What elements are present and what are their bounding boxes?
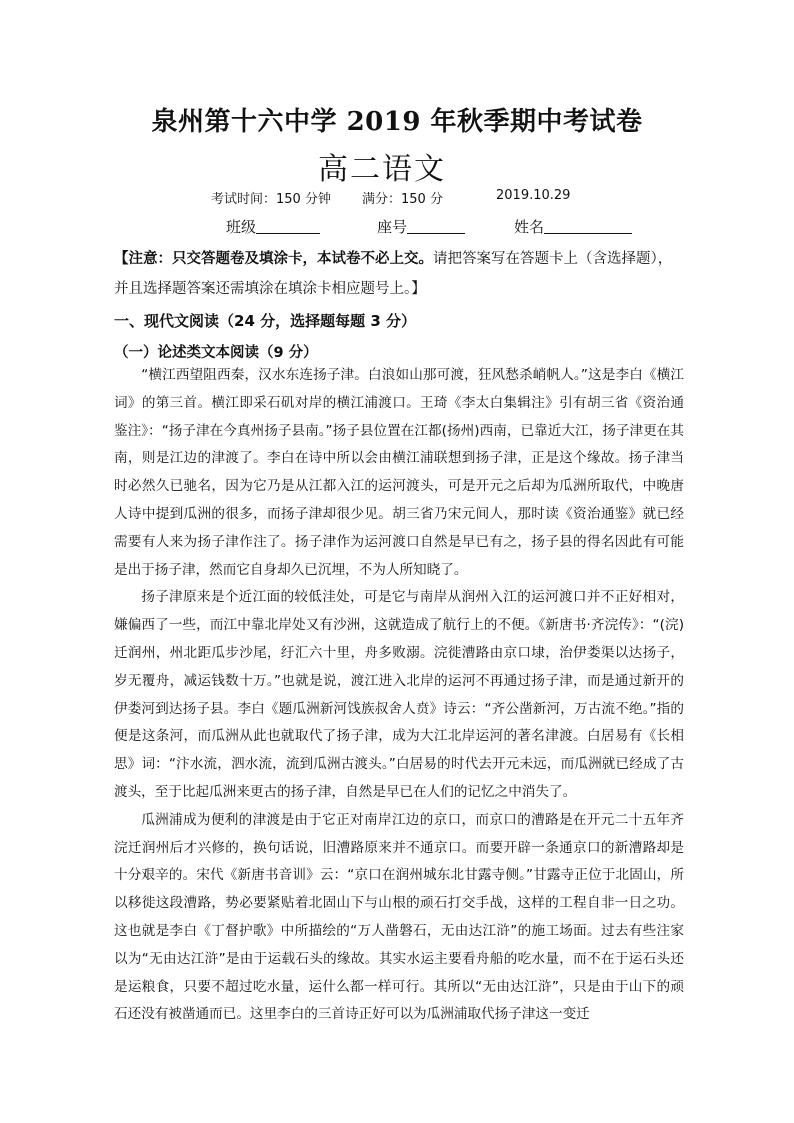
name-label: 姓名 [514, 218, 545, 236]
notice-closing: 】 [411, 281, 426, 297]
section-heading: 一、现代文阅读（24 分，选择题每题 3 分） [114, 312, 416, 330]
exam-title: 泉州第十六中学 2019 年秋季期中考试卷 [151, 107, 643, 137]
full-score: 满分：150 分 [362, 192, 443, 207]
passage-paragraph-3: 瓜洲浦成为便利的津渡是由于它正对南岸江边的京口，而京口的漕路是在开元二十五年齐浣迁润州后才兴修的，换句话说，旧漕路原来并不通京口。而要开辟一条通京口的新漕路却是十分艰辛的。宋代《新唐书音训》云：“京口在润州城东北甘露寺侧。”甘露寺正位于北固山，所以移徙这段漕路，势必要紧贴着北固山下与山根的顽石打交手战，这样的工程自非一日之功。这也就是李白《丁督护歌》中所描绘的“万人凿磐石，无由达江浒”的施工场面。过去有些注家以为“无由达江浒”是由于运载石头的缘故。其实水运主要看舟船的吃水量，而不在于运石头还是运粮食，只要不超过吃水量，运什么都一样可行。其所以“无由达江浒”，只是由于山下的顽石还没有被凿通而已。这里李白的三首诗正好可以为瓜洲浦取代扬子津这一变迁 [114, 811, 684, 1023]
reading-passage [114, 362, 684, 1029]
name-blank[interactable] [544, 219, 632, 234]
name-field [514, 216, 632, 237]
seat-field [377, 216, 465, 237]
class-label: 班级 [226, 218, 257, 236]
exam-time: 考试时间：150 分钟 [211, 192, 331, 207]
exam-subject: 高二语文 [318, 152, 446, 187]
exam-notice [114, 244, 684, 304]
class-field [226, 216, 320, 237]
passage-paragraph-1: “横江西望阻西秦，汉水东连扬子津。白浪如山那可渡，狂风愁杀峭帆人。”这是李白《横江词》的第三首。横江即采石矶对岸的横江浦渡口。王琦《李太白集辑注》引有胡三省《资治通鉴注》：“扬子津在今真州扬子县南。”扬子县位置在江都(扬州)西南，已靠近大江，扬子津更在其南，则是江边的津渡了。李白在诗中所以会由横江浦联想到扬子津，正是这个缘故。扬子津当时必然久已驰名，因为它乃是从江都入江的运河渡头，可是开元之后却为瓜洲所取代，中晚唐人诗中提到瓜洲的很多，而扬子津却很少见。胡三省乃宋元间人，那时读《资治通鉴》就已经需要有人来为扬子津作注了。扬子津作为运河渡口自然是早已有之，扬子县的得名因此有可能是出于扬子津，然而它自身却久已沉埋，不为人所知晓了。 [114, 367, 684, 578]
seat-label: 座号 [377, 218, 408, 236]
passage-paragraph-2: 扬子津原来是个近江面的较低洼处，可是它与南岸从润州入江的运河渡口并不正好相对，嫌偏西了一些，而江中靠北岸处又有沙洲，这就造成了航行上的不便。《新唐书·齐浣传》：“(浣)迁润州，州北距瓜步沙尾，纡汇六十里，舟多败溺。浣徙漕路由京口埭，治伊娄渠以达扬子，岁无覆舟，减运钱数十万。”也就是说，渡江进入北岸的运河不再通过扬子津，而是通过新开的伊娄河到达扬子县。李白《题瓜洲新河饯族叔舍人贲》诗云：“齐公凿新河，万古流不绝。”指的便是这条河，而瓜洲从此也就取代了扬子津，成为大江北岸运河的著名津渡。白居易有《长相思》词：“汴水流，泗水流，流到瓜洲古渡头。”白居易的时代去开元未远，而瓜洲就已经成了古渡头，至于比起瓜洲来更古的扬子津，自然是早已在人们的记忆之中消失了。 [114, 589, 684, 800]
exam-date: 2019.10.29 [496, 188, 571, 203]
class-blank[interactable] [256, 219, 320, 234]
seat-blank[interactable] [407, 219, 465, 234]
notice-bold: 【注意：只交答题卷及填涂卡，本试卷不必上交。 [114, 251, 433, 267]
notice-text: 请把答案写在答题卡上（含选择题），并且选择题答案还需填涂在填涂卡相应题号上。 [114, 251, 673, 297]
sub-section-heading: （一）论述类文本阅读（9 分） [114, 345, 318, 361]
